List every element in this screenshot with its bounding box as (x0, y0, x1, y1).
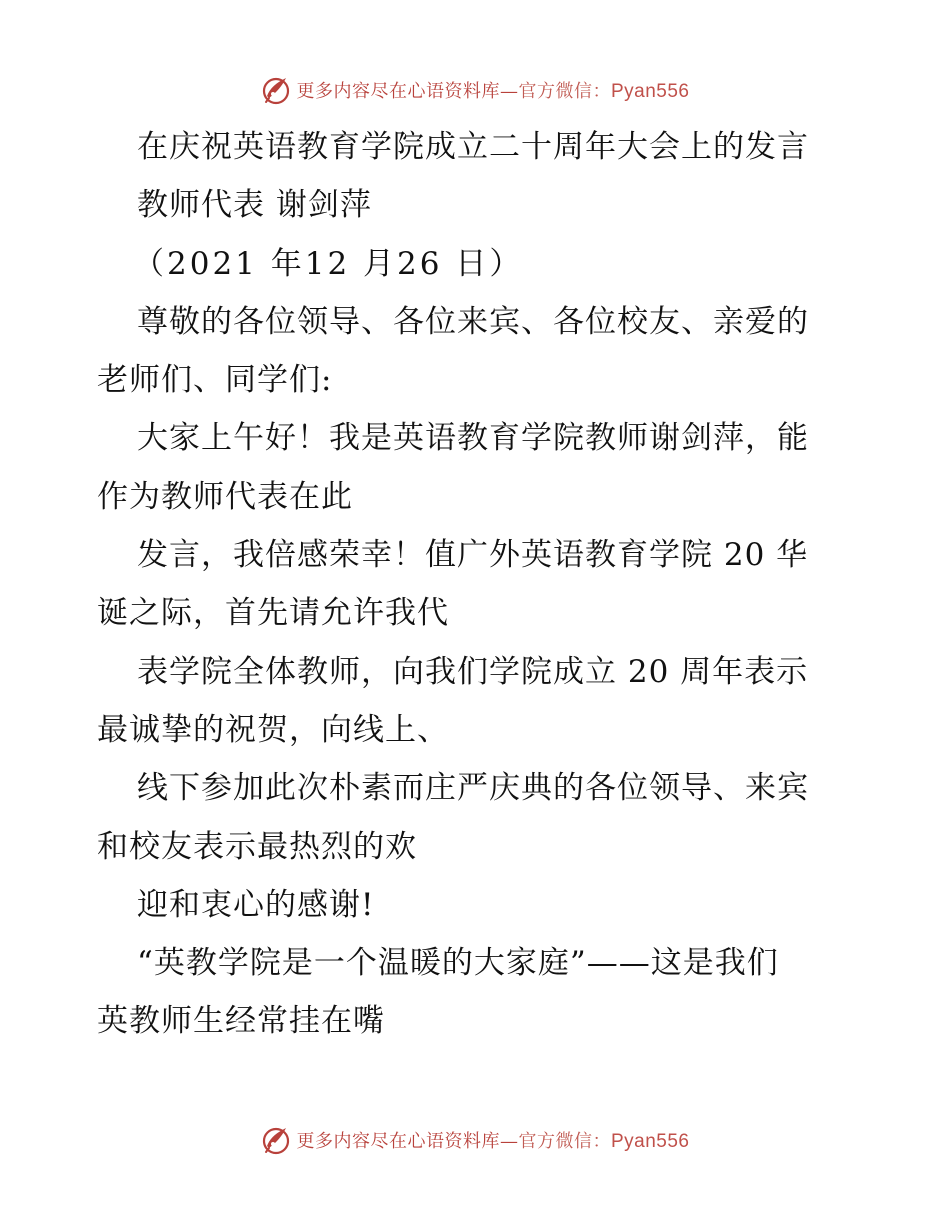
text-line: 作为教师代表在此 (97, 478, 353, 515)
banner-text (296, 1127, 689, 1153)
text-line: 最诚挚的祝贺，向线上、 (97, 711, 449, 748)
text-line: 发言，我倍感荣幸！值广外英语教育学院 20 华 (137, 537, 809, 574)
text-line: 尊敬的各位领导、各位来宾、各位校友、亲爱的 (137, 303, 809, 340)
banner-wechat-id: Pyan556 (610, 81, 690, 102)
banner-official-text: 官方微信： (518, 81, 611, 102)
text-line: 英教师生经常挂在嘴 (97, 1003, 385, 1040)
banner-text (296, 77, 689, 103)
document-title: 在庆祝英语教育学院成立二十周年大会上的发言 (137, 129, 809, 165)
text-line: “英教学院是一个温暖的大家庭”——这是我们 (137, 945, 779, 982)
footer-banner (0, 1120, 950, 1160)
speaker-line: 教师代表 谢剑萍 (137, 187, 372, 224)
banner-separator: — (499, 1131, 519, 1152)
date-line: （2021 年12 月26 日） (133, 245, 524, 282)
text-line: 和校友表示最热烈的欢 (97, 828, 417, 865)
banner-official-text: 官方微信： (518, 1131, 611, 1152)
banner-main-text: 更多内容尽在心语资料库 (296, 81, 500, 102)
text-line: 老师们、同学们: (97, 362, 333, 399)
text-line: 迎和衷心的感谢! (137, 886, 375, 923)
quill-pen-logo-icon (260, 1124, 292, 1156)
quill-pen-logo-icon (260, 74, 292, 106)
header-banner (0, 70, 950, 110)
text-line: 线下参加此次朴素而庄严庆典的各位领导、来宾 (137, 770, 809, 807)
banner-separator: — (499, 81, 519, 102)
text-line: 表学院全体教师，向我们学院成立 20 周年表示 (137, 653, 809, 690)
text-line: 大家上午好！我是英语教育学院教师谢剑萍，能 (137, 420, 809, 457)
banner-wechat-id: Pyan556 (610, 1131, 690, 1152)
text-line: 诞之际，首先请允许我代 (97, 595, 449, 632)
document-body (97, 118, 857, 1051)
banner-main-text: 更多内容尽在心语资料库 (296, 1131, 500, 1152)
